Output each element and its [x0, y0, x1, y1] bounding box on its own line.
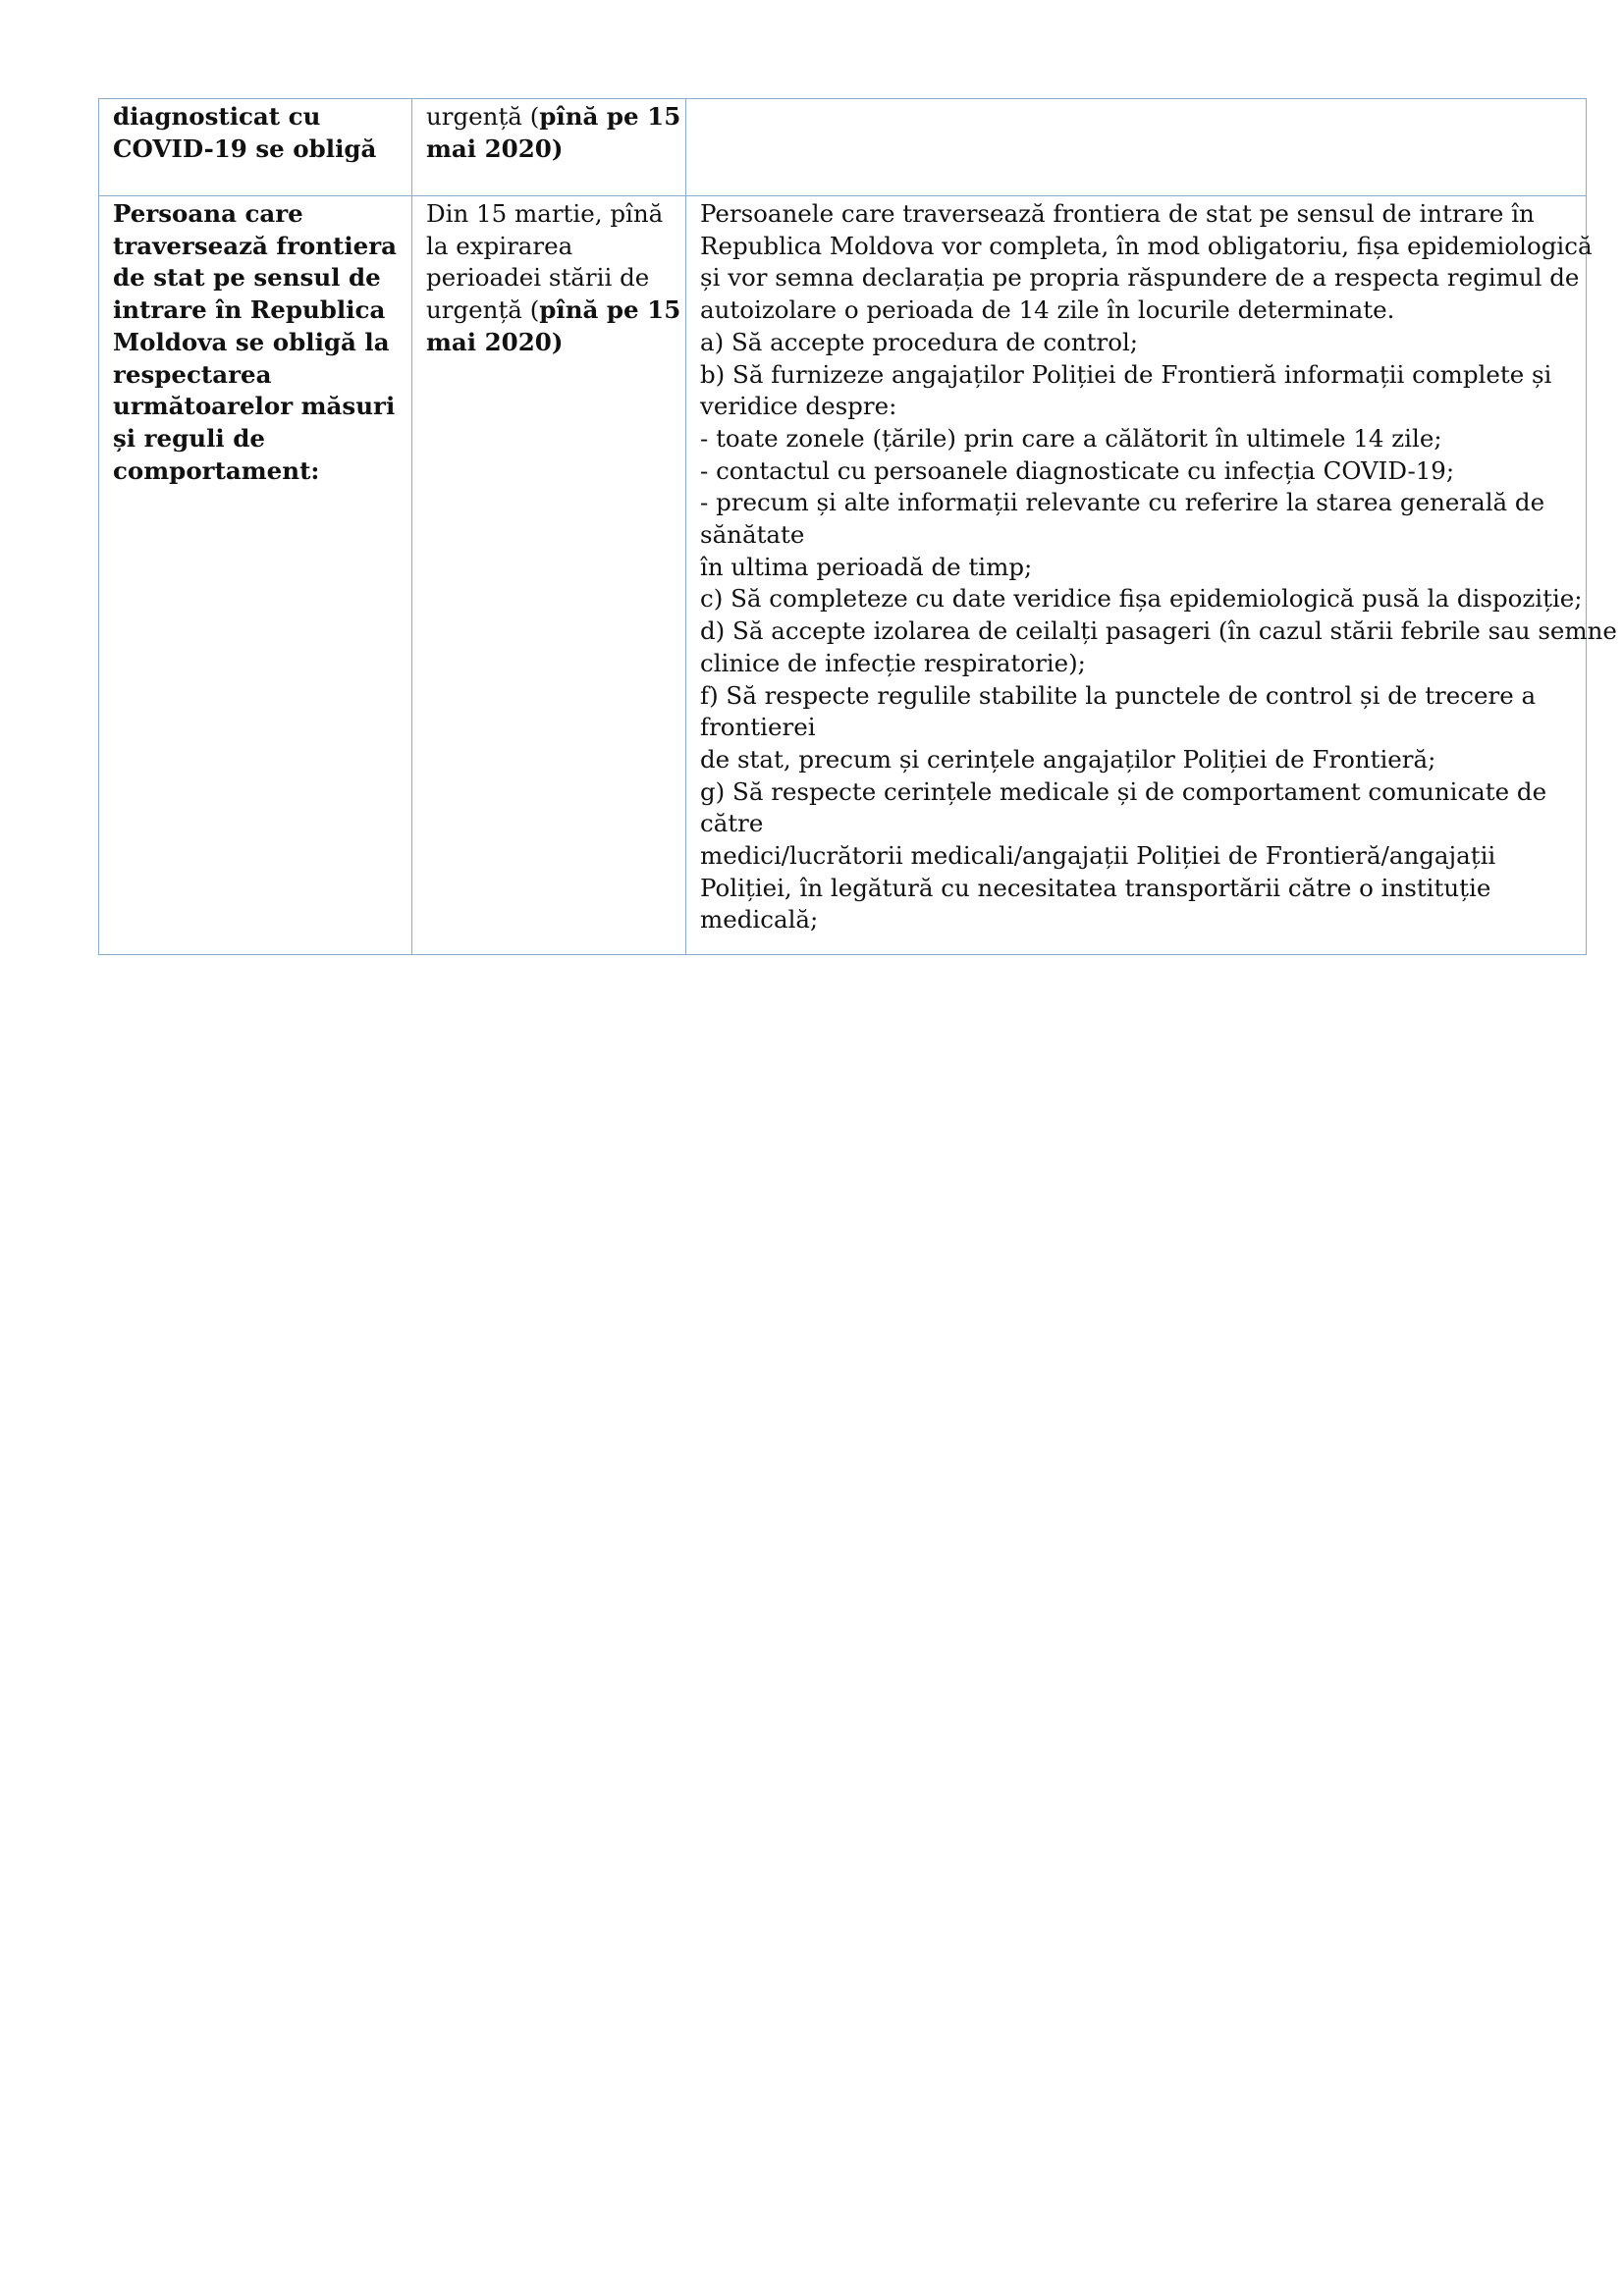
subject-line: intrare în Republica — [113, 295, 386, 325]
measure-line: frontierei — [700, 713, 816, 742]
period-cell — [412, 196, 686, 955]
measure-line: - contactul cu persoanele diagnosticate cu infecția COVID-19; — [700, 455, 1455, 485]
measure-line: f) Să respecte regulile stabilite la punctele de control și de trecere a — [700, 680, 1537, 710]
measure-line: medicală; — [700, 905, 819, 934]
subject-line: Moldova se obligă la — [113, 327, 390, 356]
measures-cell — [686, 196, 1617, 955]
table-row — [99, 99, 1587, 196]
measure-line: - precum și alte informații relevante cu referire la starea generală de — [700, 488, 1545, 517]
measure-line: g) Să respecte cerințele medicale și de comportament comunicate de — [700, 776, 1547, 806]
period-line — [426, 294, 681, 327]
measure-line: d) Să accepte izolarea de ceilalți pasageri (în cazul stării febrile sau semne — [700, 616, 1617, 646]
period-date-year: mai 2020) — [426, 327, 564, 356]
measure-line: medici/lucrătorii medicali/angajații Poliției de Frontieră/angajații — [700, 841, 1496, 871]
measure-line: Persoanele care traversează frontiera de stat pe sensul de intrare în — [700, 199, 1535, 228]
subject-cell — [99, 196, 412, 955]
measure-line: către — [700, 809, 764, 838]
measure-line: și vor semna declarația pe propria răspundere de a respecta regimul de — [700, 263, 1580, 293]
period-prefix: urgență ( — [426, 295, 540, 325]
measure-line: Poliției, în legătură cu necesitatea transportării către o instituție — [700, 873, 1491, 902]
measure-line: Republica Moldova vor completa, în mod obligatoriu, fișa epidemiologică — [700, 231, 1593, 260]
subject-line: comportament: — [113, 455, 320, 485]
measure-line: b) Să furnizeze angajaților Poliției de Frontieră informații complete și — [700, 359, 1552, 389]
period-prefix: urgență ( — [426, 102, 540, 131]
measure-line: veridice despre: — [700, 392, 897, 421]
period-date-year: mai 2020) — [426, 133, 564, 163]
measure-line: - toate zonele (țările) prin care a călătorit în ultimele 14 zile; — [700, 423, 1442, 453]
period-date: pînă pe 15 — [539, 295, 681, 325]
measure-line: c) Să completeze cu date veridice fișa epidemiologică pusă la dispoziție; — [700, 584, 1583, 614]
subject-line: și reguli de — [113, 423, 265, 453]
period-cell — [412, 99, 686, 196]
subject-line: Persoana care — [113, 199, 303, 228]
measures-table — [98, 98, 1617, 955]
subject-line: traversează frontiera — [113, 231, 397, 260]
measure-line: sănătate — [700, 520, 805, 550]
subject-line: respectarea — [113, 359, 272, 389]
measures-cell — [686, 99, 1587, 196]
period-date: pînă pe 15 — [539, 102, 681, 131]
subject-line: COVID-19 se obligă — [113, 133, 377, 163]
measure-line: clinice de infecție respiratorie); — [700, 648, 1086, 677]
measure-line: în ultima perioadă de timp; — [700, 552, 1033, 581]
measure-line: de stat, precum și cerințele angajaților Poliției de Frontieră; — [700, 744, 1436, 774]
subject-line: diagnosticat cu — [113, 102, 321, 131]
subject-line: următoarelor măsuri — [113, 392, 396, 421]
period-line: Din 15 martie, pînă — [426, 199, 664, 228]
measure-line: autoizolare o perioada de 14 zile în locurile determinate. — [700, 295, 1395, 325]
period-line: perioadei stării de — [426, 263, 650, 293]
table-row — [99, 196, 1587, 955]
subject-line: de stat pe sensul de — [113, 263, 381, 293]
period-line — [426, 101, 681, 133]
period-line: la expirarea — [426, 231, 573, 260]
subject-cell — [99, 99, 412, 196]
measure-line: a) Să accepte procedura de control; — [700, 327, 1139, 356]
